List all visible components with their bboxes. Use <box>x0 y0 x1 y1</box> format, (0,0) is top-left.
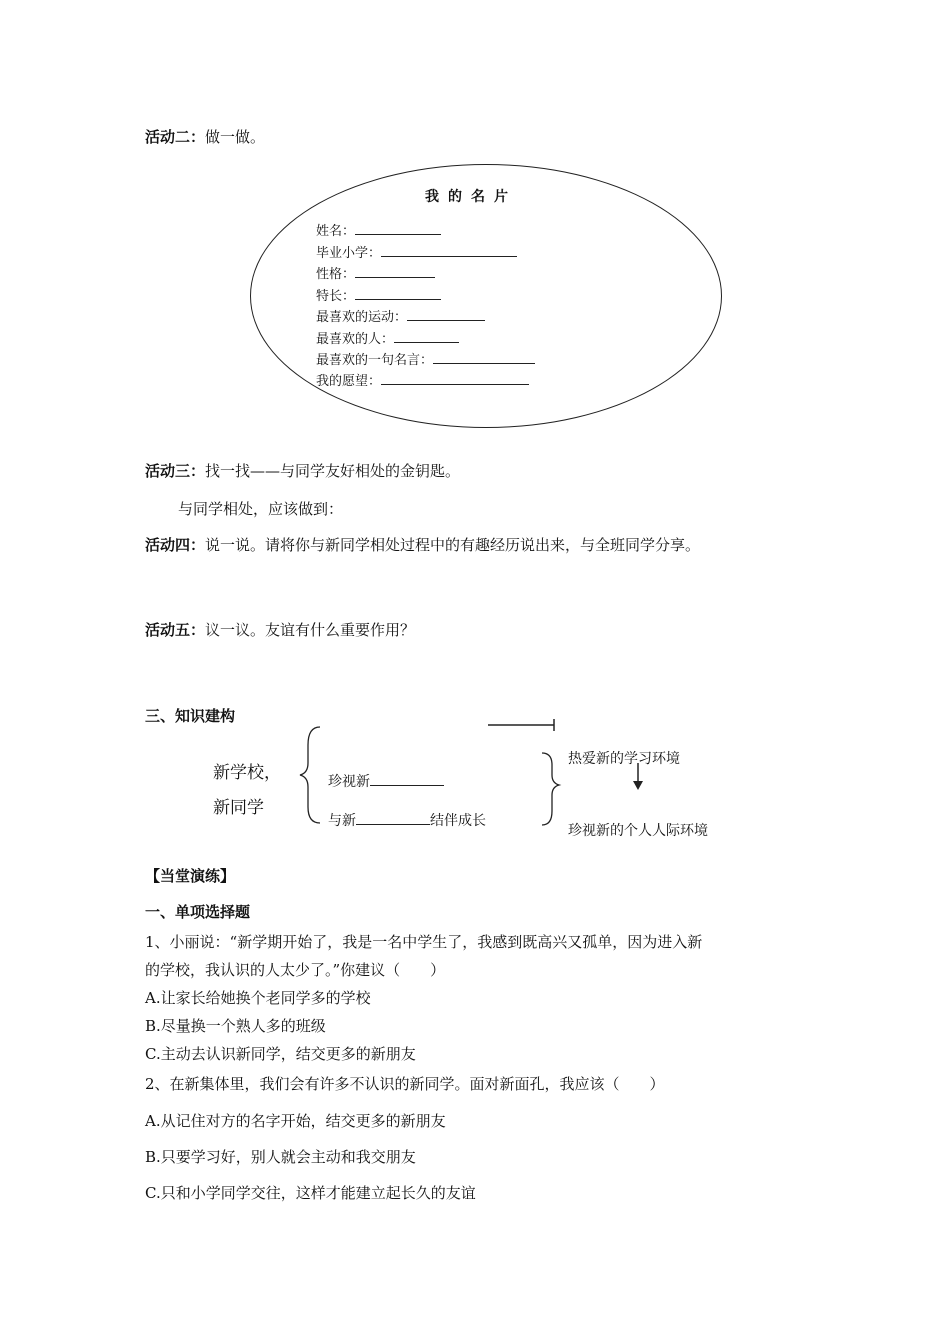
structure-item-1-text: 珍视新 <box>328 774 370 790</box>
card-field-label: 最喜欢的人： <box>316 332 395 347</box>
card-field-label: 最喜欢的运动： <box>316 310 408 325</box>
card-field-label: 性格： <box>316 267 356 282</box>
activity-3-label: 活动三： <box>145 462 206 480</box>
question-1-option-c[interactable]: C.主动去认识新同学，结交更多的新朋友 <box>145 1045 416 1063</box>
card-field-blank[interactable] <box>355 286 441 300</box>
structure-item-2 <box>328 810 486 830</box>
card-field-blank[interactable] <box>407 307 485 321</box>
card-field-blank[interactable] <box>381 243 517 257</box>
activity-2-text: 做一做。 <box>205 128 266 146</box>
practice-heading: 【当堂演练】 <box>145 867 236 885</box>
structure-item-1-blank[interactable] <box>370 771 444 786</box>
structure-item-1 <box>328 771 444 791</box>
question-2-option-c[interactable]: C.只和小学同学交往，这样才能建立起长久的友谊 <box>145 1184 476 1202</box>
activity-4 <box>145 535 700 555</box>
card-field-blank[interactable] <box>381 371 529 385</box>
activity-4-text: 说一说。请将你与新同学相处过程中的有趣经历说出来，与全班同学分享。 <box>205 536 701 554</box>
structure-right-bottom: 珍视新的个人人际环境 <box>568 823 708 839</box>
activity-5-label: 活动五： <box>145 621 206 639</box>
question-2: 2、在新集体里，我们会有许多不认识的新同学。面对新面孔，我应该（ ） <box>145 1075 665 1093</box>
card-field-label: 最喜欢的一句名言： <box>316 353 434 368</box>
card-field-wish <box>316 371 529 391</box>
activity-5-text: 议一议。友谊有什么重要作用？ <box>205 621 416 639</box>
question-1-line-1: 1、小丽说：“新学期开始了，我是一名中学生了，我感到既高兴又孤单，因为进入新 <box>145 933 703 951</box>
card-field-label: 毕业小学： <box>316 246 382 261</box>
knowledge-structure-diagram <box>0 715 950 855</box>
card-field-label: 姓名： <box>316 224 356 239</box>
structure-item-2-text-b: 结伴成长 <box>430 813 486 829</box>
down-arrow-head <box>633 781 643 790</box>
card-field-blank[interactable] <box>394 329 459 343</box>
structure-item-2-text-a: 与新 <box>328 813 356 829</box>
question-2-option-a[interactable]: A.从记住对方的名字开始，结交更多的新朋友 <box>145 1112 446 1130</box>
question-1-option-a[interactable]: A.让家长给她换个老同学多的学校 <box>145 989 371 1007</box>
activity-2 <box>145 127 265 147</box>
structure-left-line-1: 新学校， <box>213 763 281 783</box>
card-field-label: 我的愿望： <box>316 374 382 389</box>
activity-5 <box>145 620 415 640</box>
card-field-blank[interactable] <box>355 264 435 278</box>
structure-right-top: 热爱新的学习环境 <box>568 751 680 767</box>
card-field-specialty <box>316 286 441 306</box>
card-field-favorite-sport <box>316 307 485 327</box>
left-brace <box>300 727 320 823</box>
question-2-option-b[interactable]: B.只要学习好，别人就会主动和我交朋友 <box>145 1148 416 1166</box>
section-3-heading: 三、知识建构 <box>145 707 236 725</box>
activity-3-text: 找一找——与同学友好相处的金钥匙。 <box>205 462 461 480</box>
activity-4-label: 活动四： <box>145 536 206 554</box>
practice-subheading: 一、单项选择题 <box>145 903 251 921</box>
right-brace <box>542 753 559 825</box>
card-field-favorite-person <box>316 329 459 349</box>
structure-item-2-blank[interactable] <box>356 810 430 825</box>
card-field-label: 特长： <box>316 289 356 304</box>
card-field-favorite-quote <box>316 350 535 370</box>
card-field-primary-school <box>316 243 517 263</box>
name-card-title: 我的名片 <box>425 189 517 205</box>
card-field-blank[interactable] <box>433 350 535 364</box>
card-field-name <box>316 221 441 241</box>
card-field-blank[interactable] <box>355 221 441 235</box>
activity-3 <box>145 461 460 481</box>
question-1-line-2: 的学校，我认识的人太少了。”你建议（ ） <box>145 961 446 979</box>
card-field-personality <box>316 264 435 284</box>
structure-left-line-2: 新同学 <box>213 798 264 818</box>
activity-3-sub: 与同学相处，应该做到： <box>178 500 344 518</box>
activity-2-label: 活动二： <box>145 128 206 146</box>
question-1-option-b[interactable]: B.尽量换一个熟人多的班级 <box>145 1017 326 1035</box>
